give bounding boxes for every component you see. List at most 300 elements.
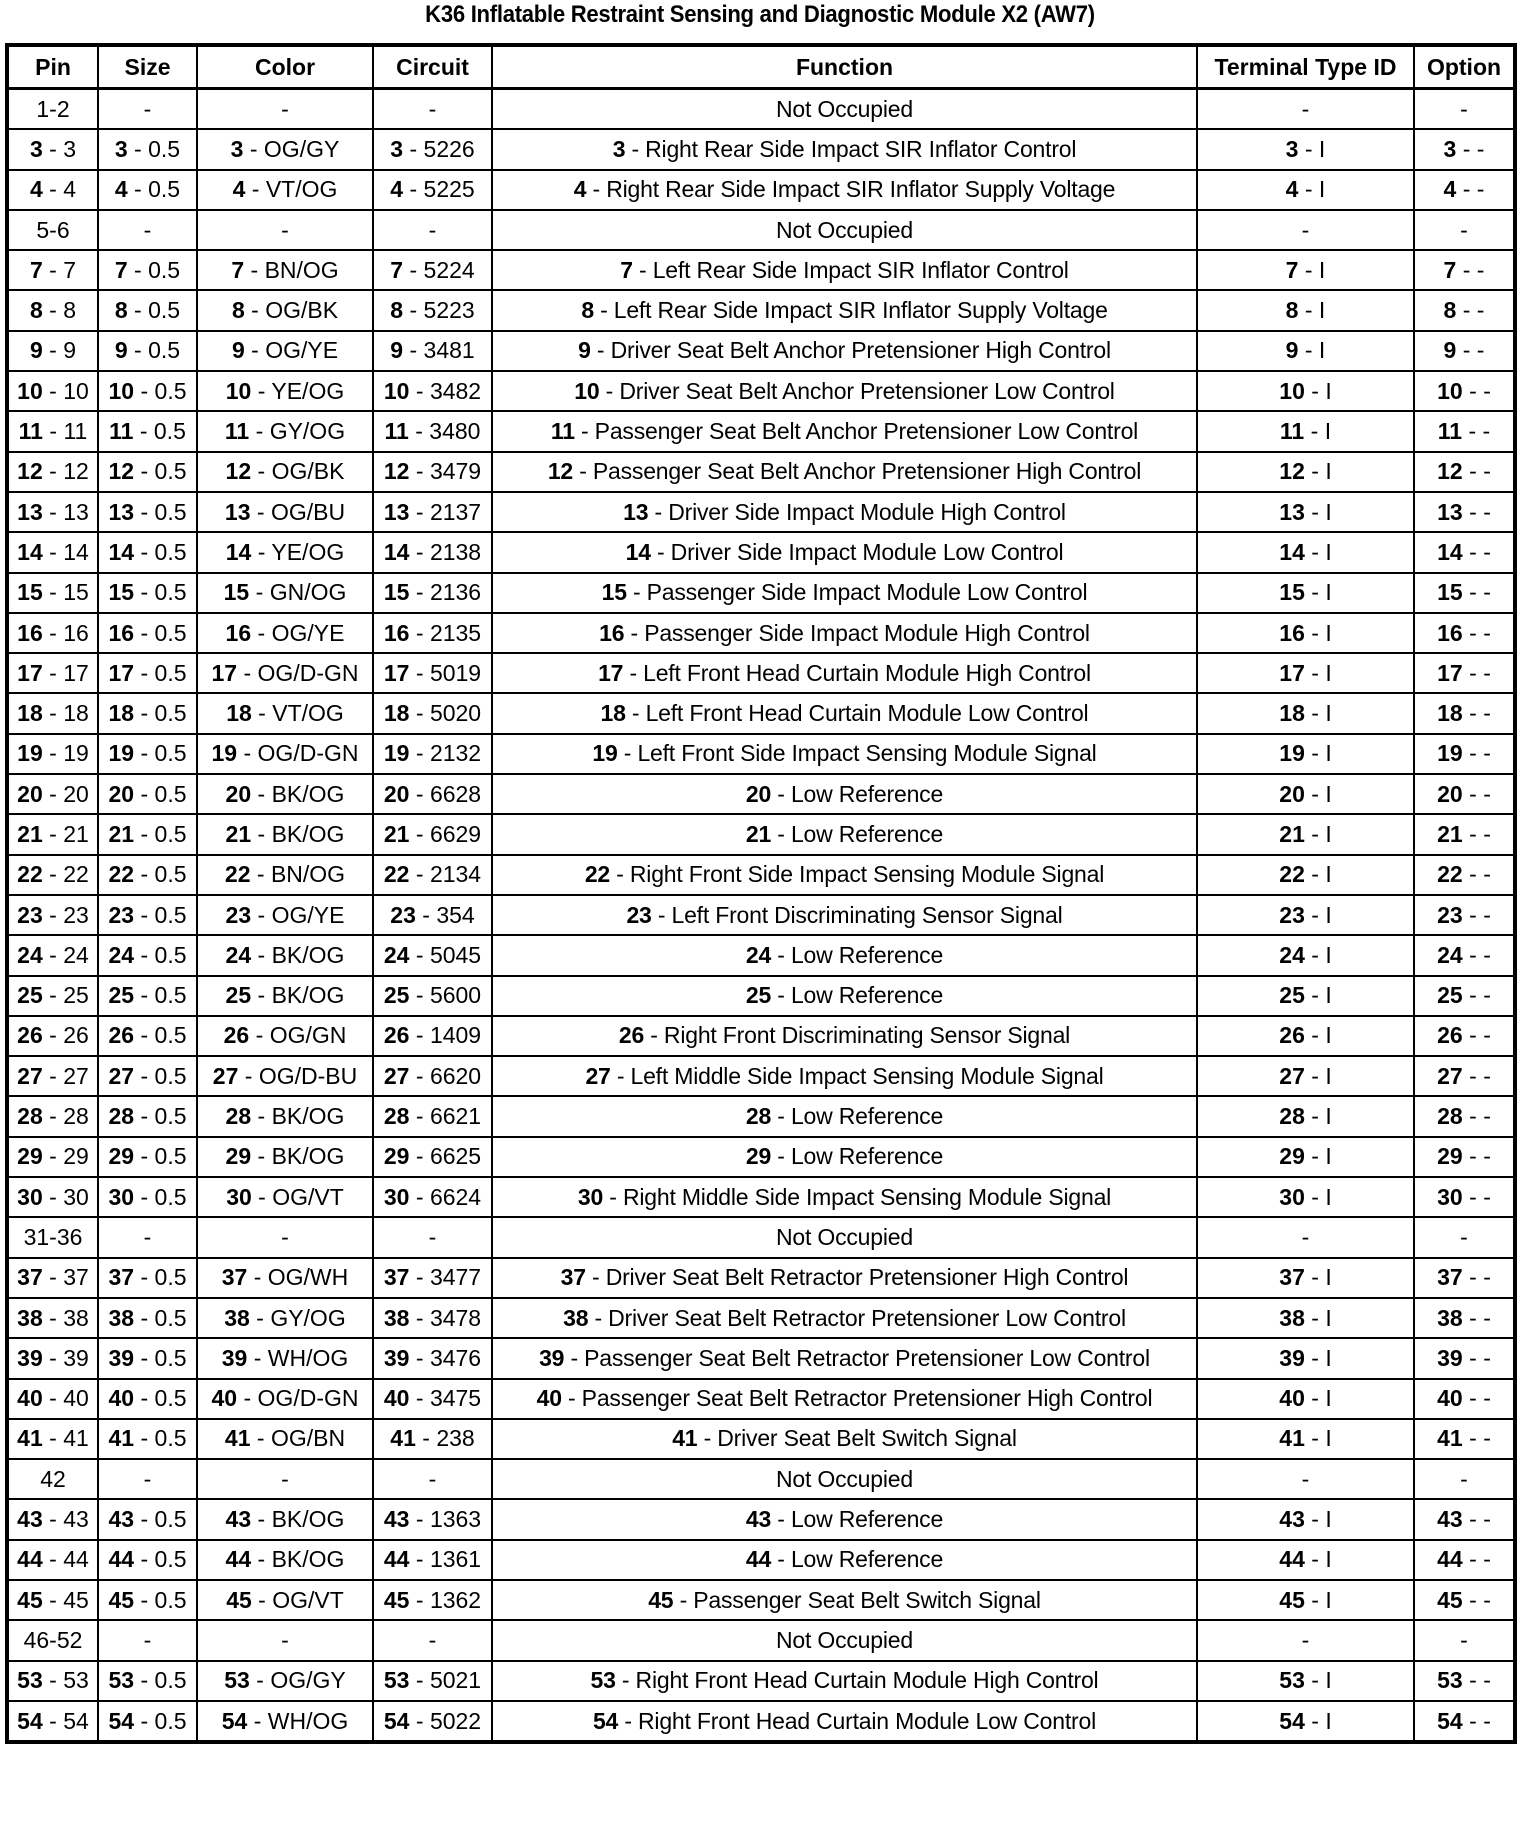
pin-number-prefix: 19 bbox=[592, 740, 618, 767]
option-cell: 44 - - bbox=[1414, 1540, 1515, 1580]
pin-number-prefix: 29 bbox=[225, 1143, 252, 1170]
pin-number-prefix: 27 bbox=[212, 1062, 239, 1089]
color-cell-value: BK/OG bbox=[271, 1143, 345, 1170]
circuit-cell: 17 - 5019 bbox=[373, 653, 492, 693]
pin-number-prefix: 18 bbox=[226, 700, 252, 727]
pin-number-prefix: 44 bbox=[108, 1546, 135, 1573]
option-cell-value: - bbox=[1483, 458, 1491, 485]
pin-number-prefix: 9 bbox=[1443, 337, 1457, 364]
function-cell: 14 - Driver Side Impact Module Low Control bbox=[492, 532, 1197, 572]
size-cell-value: 0.5 bbox=[154, 1183, 187, 1210]
size-cell-value: 0.5 bbox=[154, 740, 187, 767]
terminal-type-cell-value: I bbox=[1325, 1506, 1332, 1533]
pin-number-prefix: 12 bbox=[547, 458, 574, 485]
terminal-type-cell: 8 - I bbox=[1197, 290, 1414, 330]
table-row bbox=[7, 1137, 1515, 1177]
option-cell: 3 - - bbox=[1414, 129, 1515, 169]
function-cell-value: Passenger Seat Belt Retractor Pretensioner Low Control bbox=[584, 1344, 1150, 1371]
circuit-cell: 44 - 1361 bbox=[373, 1540, 492, 1580]
pin-number-prefix: 29 bbox=[745, 1143, 772, 1170]
color-cell-value: OG/VT bbox=[272, 1183, 344, 1210]
option-cell: 28 - - bbox=[1414, 1096, 1515, 1136]
pin-number-prefix: 11 bbox=[109, 418, 134, 445]
pin-number-prefix: 20 bbox=[225, 780, 252, 807]
pin-number-prefix: 41 bbox=[17, 1425, 43, 1452]
pin-cell-value: 44 bbox=[63, 1546, 89, 1573]
pin-cell-value: 27 bbox=[63, 1062, 89, 1089]
terminal-type-cell: 24 - I bbox=[1197, 935, 1414, 975]
option-cell-value: - bbox=[1476, 337, 1485, 364]
option-cell-value: - bbox=[1483, 1062, 1491, 1089]
function-cell: 25 - Low Reference bbox=[492, 976, 1197, 1016]
size-cell-value: 0.5 bbox=[148, 176, 181, 203]
color-cell: 39 - WH/OG bbox=[197, 1338, 373, 1378]
terminal-type-cell: 4 - I bbox=[1197, 170, 1414, 210]
pin-number-prefix: 43 bbox=[745, 1506, 772, 1533]
pin-number-prefix: 9 bbox=[390, 337, 404, 364]
size-cell-value: 0.5 bbox=[154, 619, 187, 646]
color-cell-value: OG/GY bbox=[263, 135, 340, 162]
function-cell: 39 - Passenger Seat Belt Retractor Pretensioner Low Control bbox=[492, 1338, 1197, 1378]
circuit-cell: 43 - 1363 bbox=[373, 1499, 492, 1539]
size-cell-value: 0.5 bbox=[154, 1143, 187, 1170]
function-cell: 22 - Right Front Side Impact Sensing Module Signal bbox=[492, 855, 1197, 895]
pin-number-prefix: 4 bbox=[114, 176, 128, 203]
pin-number-prefix: 45 bbox=[17, 1586, 43, 1613]
circuit-cell-value: 2137 bbox=[429, 498, 482, 525]
pin-number-prefix: 38 bbox=[224, 1304, 250, 1331]
terminal-type-cell: 23 - I bbox=[1197, 895, 1414, 935]
pin-number-prefix: 7 bbox=[390, 256, 404, 283]
size-cell: 4 - 0.5 bbox=[98, 170, 197, 210]
size-cell: 17 - 0.5 bbox=[98, 653, 197, 693]
function-cell: 24 - Low Reference bbox=[492, 935, 1197, 975]
color-cell: 30 - OG/VT bbox=[197, 1177, 373, 1217]
pin-number-prefix: 40 bbox=[211, 1385, 238, 1412]
terminal-type-cell-value: I bbox=[1325, 1425, 1332, 1452]
pin-number-prefix: 17 bbox=[598, 659, 624, 686]
pin-cell: 40 - 40 bbox=[7, 1379, 98, 1419]
function-cell-value: Passenger Seat Belt Retractor Pretensioner High Control bbox=[581, 1385, 1153, 1412]
size-cell: 9 - 0.5 bbox=[98, 331, 197, 371]
pin-number-prefix: 26 bbox=[383, 1022, 410, 1049]
terminal-type-cell-value: I bbox=[1325, 941, 1332, 968]
color-cell: 12 - OG/BK bbox=[197, 452, 373, 492]
pin-number-prefix: 53 bbox=[17, 1667, 43, 1694]
pin-cell: 31-36 bbox=[7, 1217, 98, 1257]
pin-number-prefix: 22 bbox=[1437, 861, 1463, 888]
pin-number-prefix: 8 bbox=[1285, 297, 1299, 324]
pin-number-prefix: 4 bbox=[1285, 176, 1299, 203]
pin-number-prefix: 28 bbox=[383, 1103, 410, 1130]
size-cell: 27 - 0.5 bbox=[98, 1056, 197, 1096]
pin-cell-value: 12 bbox=[63, 458, 89, 485]
function-cell-value: Low Reference bbox=[790, 1143, 944, 1170]
color-cell-value: BK/OG bbox=[271, 1546, 345, 1573]
size-cell: 16 - 0.5 bbox=[98, 613, 197, 653]
pin-number-prefix: 7 bbox=[1285, 256, 1299, 283]
function-cell: 21 - Low Reference bbox=[492, 814, 1197, 854]
terminal-type-cell-value: I bbox=[1325, 901, 1332, 928]
table-row bbox=[7, 1419, 1515, 1459]
pin-number-prefix: 15 bbox=[601, 579, 627, 606]
size-cell: 44 - 0.5 bbox=[98, 1540, 197, 1580]
column-header-option: Option bbox=[1414, 45, 1515, 89]
circuit-cell-value: 6624 bbox=[429, 1183, 482, 1210]
table-row bbox=[7, 411, 1515, 451]
terminal-type-cell: 9 - I bbox=[1197, 331, 1414, 371]
pin-cell: 8 - 8 bbox=[7, 290, 98, 330]
function-cell: 12 - Passenger Seat Belt Anchor Pretensioner High Control bbox=[492, 452, 1197, 492]
column-header-size: Size bbox=[98, 45, 197, 89]
size-cell-value: 0.5 bbox=[154, 498, 187, 525]
size-cell-value: 0.5 bbox=[154, 780, 187, 807]
table-row bbox=[7, 1338, 1515, 1378]
option-cell-value: - bbox=[1483, 780, 1491, 807]
circuit-cell-value: 3476 bbox=[429, 1344, 482, 1371]
function-cell: 18 - Left Front Head Curtain Module Low Control bbox=[492, 693, 1197, 733]
terminal-type-cell-value: I bbox=[1318, 337, 1326, 364]
terminal-type-cell-value: I bbox=[1325, 659, 1332, 686]
pin-number-prefix: 30 bbox=[577, 1183, 604, 1210]
function-cell: 26 - Right Front Discriminating Sensor Signal bbox=[492, 1016, 1197, 1056]
pin-number-prefix: 41 bbox=[390, 1425, 416, 1452]
size-cell-value: 0.5 bbox=[154, 1022, 187, 1049]
size-cell-value: 0.5 bbox=[154, 377, 187, 404]
pin-number-prefix: 30 bbox=[383, 1183, 410, 1210]
color-cell: - bbox=[197, 210, 373, 250]
size-cell-value: 0.5 bbox=[154, 1667, 187, 1694]
pin-number-prefix: 54 bbox=[1279, 1707, 1305, 1734]
option-cell: 30 - - bbox=[1414, 1177, 1515, 1217]
color-cell-value: OG/YE bbox=[271, 619, 345, 646]
table-row bbox=[7, 1217, 1515, 1257]
pin-number-prefix: 8 bbox=[114, 297, 128, 324]
function-cell: 16 - Passenger Side Impact Module High Control bbox=[492, 613, 1197, 653]
circuit-cell: 9 - 3481 bbox=[373, 331, 492, 371]
size-cell: 3 - 0.5 bbox=[98, 129, 197, 169]
pin-number-prefix: 26 bbox=[108, 1022, 135, 1049]
pin-number-prefix: 30 bbox=[1437, 1183, 1463, 1210]
option-cell-value: - bbox=[1483, 1143, 1491, 1170]
pin-number-prefix: 16 bbox=[599, 619, 625, 646]
table-row bbox=[7, 492, 1515, 532]
pin-number-prefix: 43 bbox=[1279, 1506, 1305, 1533]
option-cell-value: - bbox=[1476, 176, 1485, 203]
pin-cell-value: 15 bbox=[63, 579, 89, 606]
option-cell: 20 - - bbox=[1414, 774, 1515, 814]
pin-cell: 45 - 45 bbox=[7, 1580, 98, 1620]
size-cell-value: 0.5 bbox=[154, 820, 187, 847]
option-cell: 21 - - bbox=[1414, 814, 1515, 854]
pin-number-prefix: 20 bbox=[108, 780, 135, 807]
pin-number-prefix: 24 bbox=[17, 941, 43, 968]
function-cell: 13 - Driver Side Impact Module High Control bbox=[492, 492, 1197, 532]
pin-number-prefix: 23 bbox=[626, 901, 652, 928]
pin-number-prefix: 40 bbox=[1279, 1385, 1305, 1412]
pin-number-prefix: 53 bbox=[108, 1667, 135, 1694]
pin-number-prefix: 22 bbox=[1279, 861, 1305, 888]
pin-number-prefix: 39 bbox=[383, 1344, 410, 1371]
table-row bbox=[7, 1540, 1515, 1580]
option-cell: 12 - - bbox=[1414, 452, 1515, 492]
pin-number-prefix: 10 bbox=[108, 377, 135, 404]
table-row bbox=[7, 532, 1515, 572]
color-cell: 9 - OG/YE bbox=[197, 331, 373, 371]
pin-cell: 21 - 21 bbox=[7, 814, 98, 854]
pin-number-prefix: 15 bbox=[108, 579, 135, 606]
color-cell: 14 - YE/OG bbox=[197, 532, 373, 572]
pin-number-prefix: 17 bbox=[17, 659, 43, 686]
color-cell-value: BN/OG bbox=[264, 256, 339, 283]
function-cell-value: Left Front Head Curtain Module Low Control bbox=[645, 700, 1089, 727]
circuit-cell: 54 - 5022 bbox=[373, 1701, 492, 1742]
circuit-cell: 37 - 3477 bbox=[373, 1258, 492, 1298]
size-cell: 37 - 0.5 bbox=[98, 1258, 197, 1298]
pin-number-prefix: 53 bbox=[224, 1667, 250, 1694]
pin-number-prefix: 54 bbox=[108, 1707, 135, 1734]
table-row bbox=[7, 250, 1515, 290]
pin-number-prefix: 12 bbox=[383, 458, 410, 485]
color-cell: 24 - BK/OG bbox=[197, 935, 373, 975]
size-cell-value: 0.5 bbox=[154, 458, 187, 485]
color-cell-value: OG/YE bbox=[265, 337, 339, 364]
size-cell: 7 - 0.5 bbox=[98, 250, 197, 290]
terminal-type-cell: 39 - I bbox=[1197, 1338, 1414, 1378]
function-cell-value: Driver Seat Belt Anchor Pretensioner High Control bbox=[610, 337, 1111, 364]
color-cell-value: VT/OG bbox=[265, 176, 338, 203]
pin-number-prefix: 3 bbox=[29, 135, 43, 162]
pin-number-prefix: 23 bbox=[108, 901, 135, 928]
size-cell-value: 0.5 bbox=[154, 1103, 187, 1130]
column-header-pin: Pin bbox=[7, 45, 98, 89]
circuit-cell: 16 - 2135 bbox=[373, 613, 492, 653]
terminal-type-cell-value: I bbox=[1325, 1546, 1332, 1573]
pin-number-prefix: 23 bbox=[225, 901, 252, 928]
terminal-type-cell: - bbox=[1197, 1217, 1414, 1257]
table-row bbox=[7, 935, 1515, 975]
terminal-type-cell: - bbox=[1197, 1459, 1414, 1499]
terminal-type-cell-value: I bbox=[1325, 1264, 1332, 1291]
option-cell-value: - bbox=[1483, 700, 1491, 727]
color-cell: 20 - BK/OG bbox=[197, 774, 373, 814]
function-cell: 45 - Passenger Seat Belt Switch Signal bbox=[492, 1580, 1197, 1620]
color-cell-value: OG/D-BU bbox=[258, 1062, 358, 1089]
pin-number-prefix: 20 bbox=[383, 780, 410, 807]
pin-number-prefix: 45 bbox=[383, 1586, 410, 1613]
option-cell: 54 - - bbox=[1414, 1701, 1515, 1742]
size-cell: 8 - 0.5 bbox=[98, 290, 197, 330]
pin-number-prefix: 16 bbox=[225, 619, 252, 646]
pin-number-prefix: 43 bbox=[108, 1506, 135, 1533]
column-header-circuit: Circuit bbox=[373, 45, 492, 89]
table-row bbox=[7, 1499, 1515, 1539]
pin-number-prefix: 11 bbox=[550, 418, 575, 445]
table-row bbox=[7, 1620, 1515, 1660]
pin-number-prefix: 13 bbox=[224, 498, 251, 525]
pin-number-prefix: 16 bbox=[383, 619, 410, 646]
pin-number-prefix: 25 bbox=[17, 982, 43, 1009]
size-cell-value: 0.5 bbox=[154, 1344, 187, 1371]
option-cell: 14 - - bbox=[1414, 532, 1515, 572]
pin-number-prefix: 14 bbox=[625, 538, 651, 565]
table-row bbox=[7, 371, 1515, 411]
table-row bbox=[7, 331, 1515, 371]
circuit-cell: 19 - 2132 bbox=[373, 734, 492, 774]
pin-number-prefix: 38 bbox=[108, 1304, 135, 1331]
pin-cell: 4 - 4 bbox=[7, 170, 98, 210]
size-cell-value: 0.5 bbox=[154, 982, 187, 1009]
pin-number-prefix: 20 bbox=[1279, 780, 1305, 807]
color-cell: 8 - OG/BK bbox=[197, 290, 373, 330]
pin-number-prefix: 26 bbox=[223, 1022, 250, 1049]
option-cell: 17 - - bbox=[1414, 653, 1515, 693]
circuit-cell-value: 6625 bbox=[429, 1143, 482, 1170]
circuit-cell: 10 - 3482 bbox=[373, 371, 492, 411]
color-cell: - bbox=[197, 89, 373, 130]
column-header-color: Color bbox=[197, 45, 373, 89]
option-cell: 45 - - bbox=[1414, 1580, 1515, 1620]
size-cell: 10 - 0.5 bbox=[98, 371, 197, 411]
color-cell-value: BK/OG bbox=[271, 1103, 345, 1130]
pin-number-prefix: 13 bbox=[108, 498, 135, 525]
pin-number-prefix: 16 bbox=[17, 619, 43, 646]
color-cell-value: GY/OG bbox=[270, 1304, 346, 1331]
pin-cell: 43 - 43 bbox=[7, 1499, 98, 1539]
table-row bbox=[7, 170, 1515, 210]
size-cell-value: 0.5 bbox=[154, 1304, 187, 1331]
pin-number-prefix: 22 bbox=[17, 861, 43, 888]
terminal-type-cell: 11 - I bbox=[1197, 411, 1414, 451]
terminal-type-cell-value: I bbox=[1325, 377, 1332, 404]
pin-cell-value: 43 bbox=[63, 1506, 89, 1533]
pin-number-prefix: 4 bbox=[573, 176, 587, 203]
pin-number-prefix: 20 bbox=[17, 780, 43, 807]
option-cell-value: - bbox=[1483, 1425, 1491, 1452]
pin-number-prefix: 22 bbox=[383, 861, 410, 888]
option-cell-value: - bbox=[1483, 1586, 1491, 1613]
pin-number-prefix: 24 bbox=[108, 941, 135, 968]
size-cell: 53 - 0.5 bbox=[98, 1661, 197, 1701]
pin-number-prefix: 12 bbox=[225, 458, 252, 485]
terminal-type-cell: - bbox=[1197, 210, 1414, 250]
terminal-type-cell-value: I bbox=[1325, 1667, 1332, 1694]
terminal-type-cell: 14 - I bbox=[1197, 532, 1414, 572]
pin-number-prefix: 39 bbox=[1437, 1344, 1463, 1371]
size-cell: 28 - 0.5 bbox=[98, 1096, 197, 1136]
color-cell: - bbox=[197, 1217, 373, 1257]
circuit-cell-value: 1409 bbox=[429, 1022, 482, 1049]
pin-number-prefix: 23 bbox=[390, 901, 416, 928]
pin-cell: 18 - 18 bbox=[7, 693, 98, 733]
terminal-type-cell-value: I bbox=[1325, 1344, 1332, 1371]
terminal-type-cell: 53 - I bbox=[1197, 1661, 1414, 1701]
table-row bbox=[7, 129, 1515, 169]
size-cell: 11 - 0.5 bbox=[98, 411, 197, 451]
function-cell-value: Low Reference bbox=[790, 982, 944, 1009]
function-cell: 30 - Right Middle Side Impact Sensing Module Signal bbox=[492, 1177, 1197, 1217]
option-cell: 37 - - bbox=[1414, 1258, 1515, 1298]
size-cell: 21 - 0.5 bbox=[98, 814, 197, 854]
pin-number-prefix: 12 bbox=[17, 458, 43, 485]
option-cell: 43 - - bbox=[1414, 1499, 1515, 1539]
pin-cell-value: 28 bbox=[63, 1103, 89, 1130]
pin-cell: 11 - 11 bbox=[7, 411, 98, 451]
pin-number-prefix: 26 bbox=[17, 1022, 43, 1049]
pin-number-prefix: 43 bbox=[225, 1506, 252, 1533]
function-cell: Not Occupied bbox=[492, 1620, 1197, 1660]
color-cell: 7 - BN/OG bbox=[197, 250, 373, 290]
function-cell: 9 - Driver Seat Belt Anchor Pretensioner High Control bbox=[492, 331, 1197, 371]
color-cell: 13 - OG/BU bbox=[197, 492, 373, 532]
option-cell: 8 - - bbox=[1414, 290, 1515, 330]
function-cell: 53 - Right Front Head Curtain Module High Control bbox=[492, 1661, 1197, 1701]
pin-number-prefix: 27 bbox=[383, 1062, 410, 1089]
table-row bbox=[7, 1379, 1515, 1419]
terminal-type-cell: - bbox=[1197, 1620, 1414, 1660]
pin-number-prefix: 15 bbox=[17, 579, 43, 606]
terminal-type-cell: 7 - I bbox=[1197, 250, 1414, 290]
pin-number-prefix: 18 bbox=[108, 700, 135, 727]
option-cell-value: - bbox=[1483, 498, 1491, 525]
option-cell: 25 - - bbox=[1414, 976, 1515, 1016]
pin-number-prefix: 24 bbox=[1279, 941, 1305, 968]
option-cell-value: - bbox=[1483, 1304, 1491, 1331]
pin-cell-value: 22 bbox=[63, 861, 89, 888]
function-cell: 38 - Driver Seat Belt Retractor Pretensioner Low Control bbox=[492, 1298, 1197, 1338]
pin-cell-value: 13 bbox=[63, 498, 89, 525]
color-cell: 10 - YE/OG bbox=[197, 371, 373, 411]
function-cell-value: Driver Side Impact Module High Control bbox=[668, 498, 1066, 525]
size-cell-value: 0.5 bbox=[154, 1707, 187, 1734]
pin-cell: 44 - 44 bbox=[7, 1540, 98, 1580]
pin-number-prefix: 18 bbox=[383, 700, 410, 727]
terminal-type-cell: 17 - I bbox=[1197, 653, 1414, 693]
size-cell: 14 - 0.5 bbox=[98, 532, 197, 572]
pin-number-prefix: 16 bbox=[1437, 619, 1463, 646]
color-cell: 22 - BN/OG bbox=[197, 855, 373, 895]
pin-number-prefix: 27 bbox=[1279, 1062, 1305, 1089]
pin-number-prefix: 25 bbox=[745, 982, 772, 1009]
option-cell: 24 - - bbox=[1414, 935, 1515, 975]
pin-number-prefix: 53 bbox=[1437, 1667, 1463, 1694]
table-row bbox=[7, 1701, 1515, 1742]
option-cell-value: - bbox=[1483, 1103, 1491, 1130]
color-cell-value: OG/BU bbox=[270, 498, 346, 525]
terminal-type-cell: 37 - I bbox=[1197, 1258, 1414, 1298]
function-cell: 7 - Left Rear Side Impact SIR Inflator Control bbox=[492, 250, 1197, 290]
size-cell: 25 - 0.5 bbox=[98, 976, 197, 1016]
pin-number-prefix: 9 bbox=[578, 337, 591, 364]
terminal-type-cell-value: I bbox=[1325, 982, 1332, 1009]
pin-number-prefix: 9 bbox=[1285, 337, 1299, 364]
option-cell-value: - bbox=[1483, 1506, 1491, 1533]
option-cell-value: - bbox=[1483, 982, 1491, 1009]
pin-number-prefix: 3 bbox=[114, 135, 128, 162]
pin-number-prefix: 7 bbox=[231, 256, 245, 283]
pin-number-prefix: 30 bbox=[1279, 1183, 1305, 1210]
table-row bbox=[7, 774, 1515, 814]
pin-number-prefix: 8 bbox=[29, 297, 43, 324]
circuit-cell: 27 - 6620 bbox=[373, 1056, 492, 1096]
pin-cell-value: 24 bbox=[63, 941, 89, 968]
table-row bbox=[7, 613, 1515, 653]
pin-number-prefix: 16 bbox=[1279, 619, 1305, 646]
pin-number-prefix: 24 bbox=[383, 941, 410, 968]
pin-number-prefix: 41 bbox=[1279, 1425, 1305, 1452]
circuit-cell-value: 5223 bbox=[423, 297, 475, 324]
option-cell-value: - bbox=[1483, 377, 1491, 404]
